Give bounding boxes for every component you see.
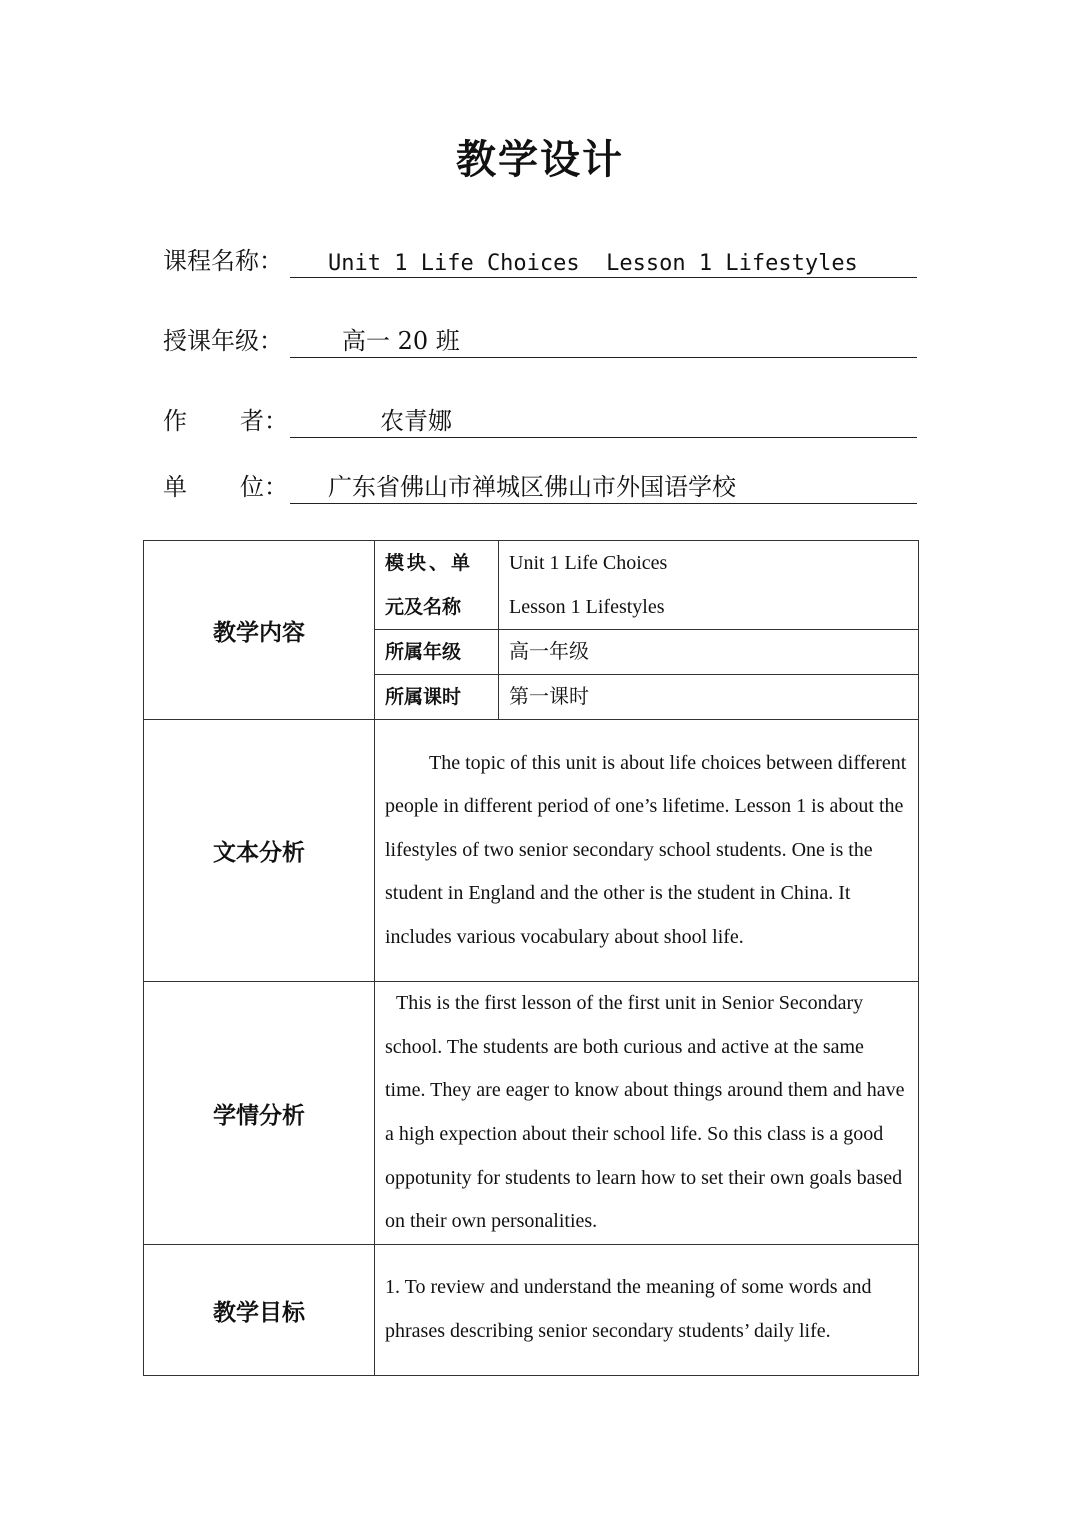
text-analysis-paragraph: The topic of this unit is about life choices between different people in different period of one’s lifetime. Lesson 1 is about the lifestyles of two senior secondary school students. One is the student in England and the other is the student in China. It includes various vocabulary about shool life. [385, 751, 907, 948]
module-value [499, 541, 919, 630]
text-analysis-heading: 文本分析 [144, 720, 375, 982]
period-value-cell: 第一课时 [499, 675, 919, 720]
objectives-heading: 教学目标 [144, 1245, 375, 1376]
module-value-line1: Unit 1 Life Choices [509, 552, 668, 574]
content-heading: 教学内容 [144, 541, 375, 720]
objectives-paragraph: 1. To review and understand the meaning of some words and phrases describing senior secondary students’ daily life. [385, 1276, 872, 1342]
course-name-value: Unit 1 Life Choices Lesson 1 Lifestyles [328, 251, 858, 276]
module-value-line2: Lesson 1 Lifestyles [509, 596, 665, 618]
lesson-plan-table [143, 540, 919, 1376]
student-analysis-paragraph: This is the first lesson of the first unit in Senior Secondary school. The students are both curious and active at the same time. They are eager to know about things around them and have a high expection about their school life. So this class is a good oppotunity for students to learn how to set their own goals based on their own personalities. [385, 992, 905, 1233]
grade-value-cell: 高一年级 [499, 630, 919, 675]
author-label-b: 者： [240, 407, 288, 435]
student-analysis-heading: 学情分析 [144, 982, 375, 1245]
grade-label: 授课年级： [163, 327, 283, 355]
unit-label-b: 位： [240, 473, 288, 501]
objectives-body [375, 1245, 919, 1376]
page-title: 教学设计 [456, 137, 624, 183]
student-analysis-body [375, 982, 919, 1245]
unit-label-a: 单 [163, 473, 187, 501]
module-label [375, 541, 499, 630]
grade-label-cell: 所属年级 [375, 630, 499, 675]
grade-value: 高一 20 班 [342, 327, 460, 355]
period-label-cell: 所属课时 [375, 675, 499, 720]
author-value: 农青娜 [380, 407, 452, 435]
text-analysis-body [375, 720, 919, 982]
course-name-label: 课程名称： [163, 247, 283, 275]
unit-value: 广东省佛山市禅城区佛山市外国语学校 [328, 473, 736, 501]
module-label-line2: 元及名称 [385, 596, 462, 618]
author-label-a: 作 [163, 407, 187, 435]
module-label-line1: 模块、单 [385, 552, 474, 574]
